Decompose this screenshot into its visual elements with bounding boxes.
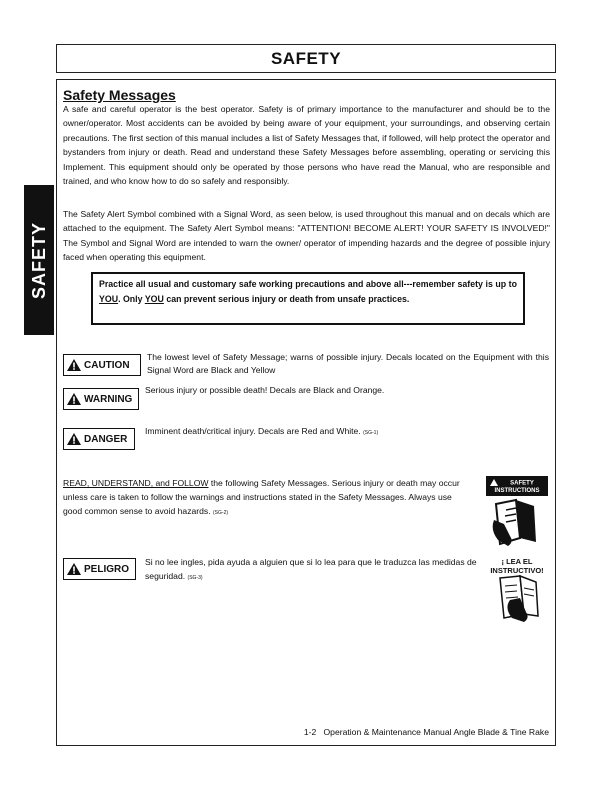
note-text-2: . Only <box>118 294 145 305</box>
danger-text: Imminent death/critical injury. Decals are Red and White. <box>145 426 361 436</box>
safety-note-box <box>91 272 525 325</box>
note-text-1: Practice all usual and customary safe working precautions and above all---remember safety is up to <box>99 279 517 289</box>
side-tab-label: SAFETY <box>28 221 49 299</box>
section-title: Safety Messages <box>63 87 176 103</box>
footer-page-number: 1-2 <box>303 727 317 737</box>
read-understand-paragraph <box>63 476 473 520</box>
caution-label-text: CAUTION <box>84 359 130 371</box>
read-underlined: READ, UNDERSTAND, and FOLLOW <box>63 478 209 488</box>
alert-triangle-icon <box>67 433 81 445</box>
warning-label-text: WARNING <box>84 393 133 405</box>
lea-instructivo-icon <box>486 556 548 622</box>
symbol-paragraph: The Safety Alert Symbol combined with a Signal Word, as seen below, is used throughout this manual and on decals which are attached to the equipment. The Safety Alert Symbol means: "ATTENTION! BECOME ALERT! YOUR SAFETY IS INVOLVED!" The Symbol and Signal Word are intended to warn the owner/ operator of impending hazards and the degree of possible injury faced when operating this equipment. <box>63 209 550 263</box>
danger-signal-label <box>63 428 135 450</box>
page-footer <box>304 727 549 737</box>
warning-signal-label <box>63 388 139 410</box>
caution-description: The lowest level of Safety Message; warns of possible injury. Decals located on the Equipment with this Signal Word are Black and Yellow <box>147 352 549 375</box>
safety-instructions-icon <box>486 476 548 548</box>
safety-instructions-line1: SAFETY <box>510 480 534 487</box>
page-header <box>56 44 556 73</box>
alert-triangle-icon <box>67 393 81 405</box>
peligro-text: Si no lee ingles, pida ayuda a alguien que si lo lea para que le traduzca las medidas de seguridad. <box>145 557 477 581</box>
alert-triangle-icon <box>67 563 81 575</box>
footer-title: Operation & Maintenance Manual Angle Blade & Tine Rake <box>323 727 549 737</box>
read-code: (SG-2) <box>213 510 229 516</box>
peligro-label-text: PELIGRO <box>84 563 130 575</box>
danger-label-text: DANGER <box>84 433 128 445</box>
note-you-1: YOU <box>99 294 119 305</box>
safety-instructions-line2: INSTRUCTIONS <box>494 488 540 494</box>
alert-triangle-icon <box>67 359 81 371</box>
peligro-code: (SG-3) <box>187 575 203 581</box>
caution-signal-label <box>63 354 141 376</box>
read-text: the following Safety Messages. Serious injury or death may occur unless care is taken to follow the warnings and instructions stated in the Safety Messages. Always use good common sense to avoid hazards. <box>63 478 460 516</box>
warning-description: Serious injury or possible death! Decals are Black and Orange. <box>145 385 385 395</box>
peligro-signal-label <box>63 558 136 580</box>
danger-code: (SG-1) <box>363 430 379 436</box>
peligro-description <box>145 555 485 585</box>
note-you-2: YOU <box>144 294 164 305</box>
danger-description <box>145 425 545 440</box>
note-text-3: can prevent serious injury or death from unsafe practices. <box>163 294 410 305</box>
lea-line2: INSTRUCTIVO! <box>490 566 544 575</box>
header-title: SAFETY <box>270 48 342 68</box>
lea-line1: ¡ LEA EL <box>501 557 533 566</box>
intro-paragraph: A safe and careful operator is the best operator. Safety is of primary importance to the manufacturer and should be to the owner/operator. Most accidents can be avoided by being aware of your equipment, your surroundings, and observing certain precautions. The first section of this manual includes a list of Safety Messages that, if followed, will help protect the operator and bystanders from injury or death. Read and understand these Safety Messages before assembling, operating or servicing this Implement. This equipment should only be operated by those persons who have read the Manual, who are responsible and trained, and who know how to do so safely and responsibly. <box>63 104 550 187</box>
side-tab <box>24 185 54 335</box>
